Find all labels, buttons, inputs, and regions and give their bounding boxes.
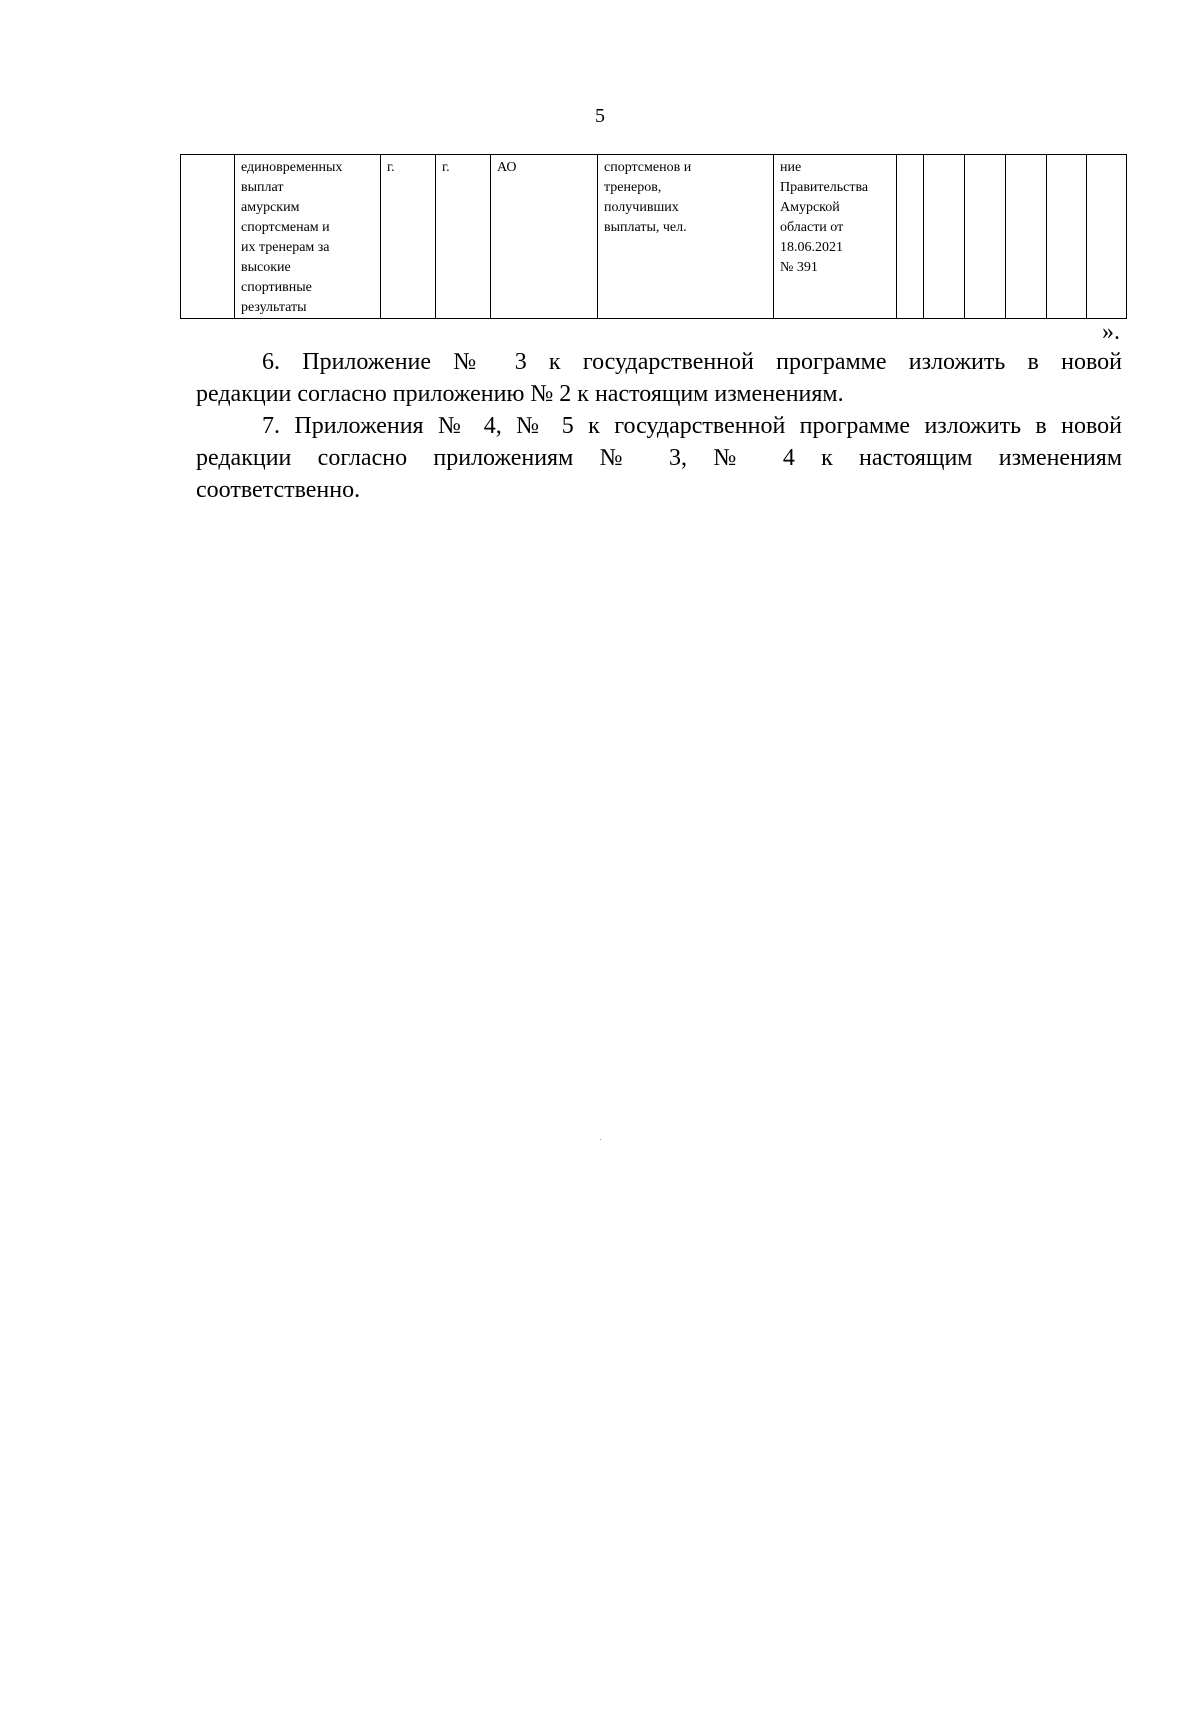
cell-executor: АО (491, 155, 598, 319)
cell-text-line: высокие (241, 260, 291, 275)
cell-text-line: спортсменам и (241, 220, 330, 235)
cell-event-name (235, 155, 381, 319)
cell-text-line: 18.06.2021 (780, 240, 843, 255)
cell-text-line: ние (780, 160, 802, 175)
cell-text-line: спортсменов и (604, 160, 692, 175)
paragraph-line: 6. Приложение № 3 к государственной программе изложить в новой (262, 349, 1122, 375)
cell-text-line: № 391 (780, 260, 818, 275)
paragraph-6 (196, 346, 1122, 410)
paragraph-line: 7. Приложения № 4, № 5 к государственной программе изложить в новой (262, 413, 1122, 439)
cell-number (181, 155, 235, 319)
cell-empty (1087, 155, 1127, 319)
page-number: 5 (595, 105, 605, 127)
paragraph-line: редакции согласно приложению № 2 к настоящим изменениям. (196, 381, 844, 407)
cell-text-line: выплаты, чел. (604, 220, 687, 235)
cell-text-line: получивших (604, 200, 679, 215)
scan-speck (600, 1139, 601, 1140)
closing-quote: ». (1102, 319, 1120, 345)
cell-text-line: Амурской (780, 200, 840, 215)
cell-text-line: области от (780, 220, 844, 235)
cell-indicator (598, 155, 774, 319)
paragraph-7 (196, 410, 1122, 506)
cell-text-line: их тренерам за (241, 240, 330, 255)
cell-start-year: г. (381, 155, 436, 319)
cell-text-line: спортивные (241, 280, 312, 295)
cell-empty (1047, 155, 1087, 319)
cell-empty (924, 155, 965, 319)
cell-text-line: выплат (241, 180, 284, 195)
cell-empty (897, 155, 924, 319)
cell-empty (965, 155, 1006, 319)
paragraph-line: соответственно. (196, 477, 361, 503)
cell-text-line: амурским (241, 200, 300, 215)
cell-text-line: Правительства (780, 180, 869, 195)
cell-text-line: тренеров, (604, 180, 662, 195)
cell-empty (1006, 155, 1047, 319)
cell-end-year: г. (436, 155, 491, 319)
paragraph-line: редакции согласно приложениям № 3, № 4 к настоящим изменениям (196, 445, 1122, 471)
table-row (181, 155, 1127, 319)
continuation-table (180, 154, 1127, 319)
cell-text-line: единовременных (241, 160, 343, 175)
cell-basis (774, 155, 897, 319)
cell-text-line: результаты (241, 300, 307, 315)
